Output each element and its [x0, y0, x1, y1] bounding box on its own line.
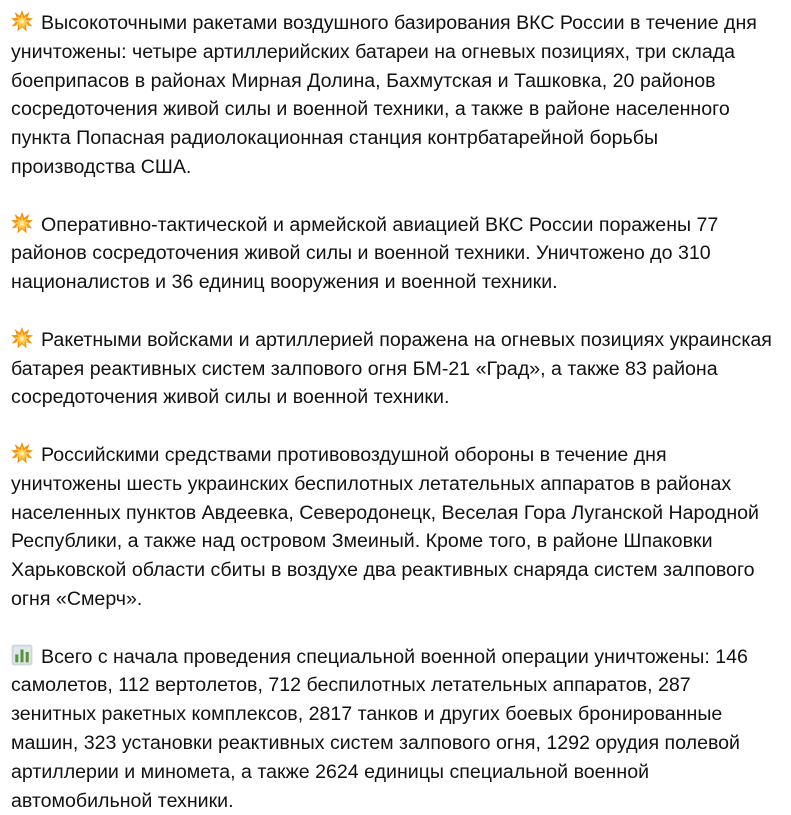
- paragraph-airstrikes-text: Высокоточными ракетами воздушного базирования ВКС России в течение дня уничтожены: четыре артиллерийских батареи на огневых позициях, три склада боеприпасов в районах Мирная Долина, Бахмутская и Ташковка, 20 районов сосредоточения живой силы и военной техники, а также в районе населенного пункта Попасная радиолокационная станция контрбатарейной борьбы производства США.: [11, 12, 757, 178]
- paragraph-air-defense-text: Российскими средствами противовоздушной обороны в течение дня уничтожены шесть украинских беспилотных летательных аппаратов в районах населенных пунктов Авдеевка, Северодонецк, Веселая Гора Луганской Народной Республики, а также над островом Змеиный. Кроме того, в районе Шпаковки Харьковской области сбиты в воздухе два реактивных снаряда систем залпового огня «Смерч».: [11, 443, 760, 610]
- bar-chart-icon: [11, 644, 33, 666]
- paragraph-aviation: [11, 211, 781, 297]
- paragraph-air-defense: [11, 441, 781, 614]
- paragraph-totals: [11, 643, 781, 815]
- collision-icon: [11, 442, 33, 464]
- paragraph-airstrikes: [11, 9, 781, 182]
- collision-icon: [11, 327, 33, 349]
- collision-icon: [11, 212, 33, 234]
- collision-icon: [11, 10, 33, 32]
- paragraph-aviation-text: Оперативно-тактической и армейской авиацией ВКС России поражены 77 районов сосредоточения живой силы и военной техники. Уничтожено до 310 националистов и 36 единиц вооружения и военной техники.: [11, 213, 719, 294]
- paragraph-artillery: [11, 326, 781, 412]
- paragraph-artillery-text: Ракетными войсками и артиллерией поражена на огневых позициях украинская батарея реактивных систем залпового огня БМ-21 «Град», а также 83 района сосредоточения живой силы и военной техники.: [11, 328, 772, 409]
- paragraph-totals-text: Всего с начала проведения специальной военной операции уничтожены: 146 самолетов, 112 вертолетов, 712 беспилотных летательных аппаратов, 287 зенитных ракетных комплексов, 2817 танков и других боевых бронированные машин, 323 установки реактивных систем залпового огня, 1292 орудия полевой артиллерии и миномета, а также 2624 единицы специальной военной автомобильной техники.: [11, 645, 748, 812]
